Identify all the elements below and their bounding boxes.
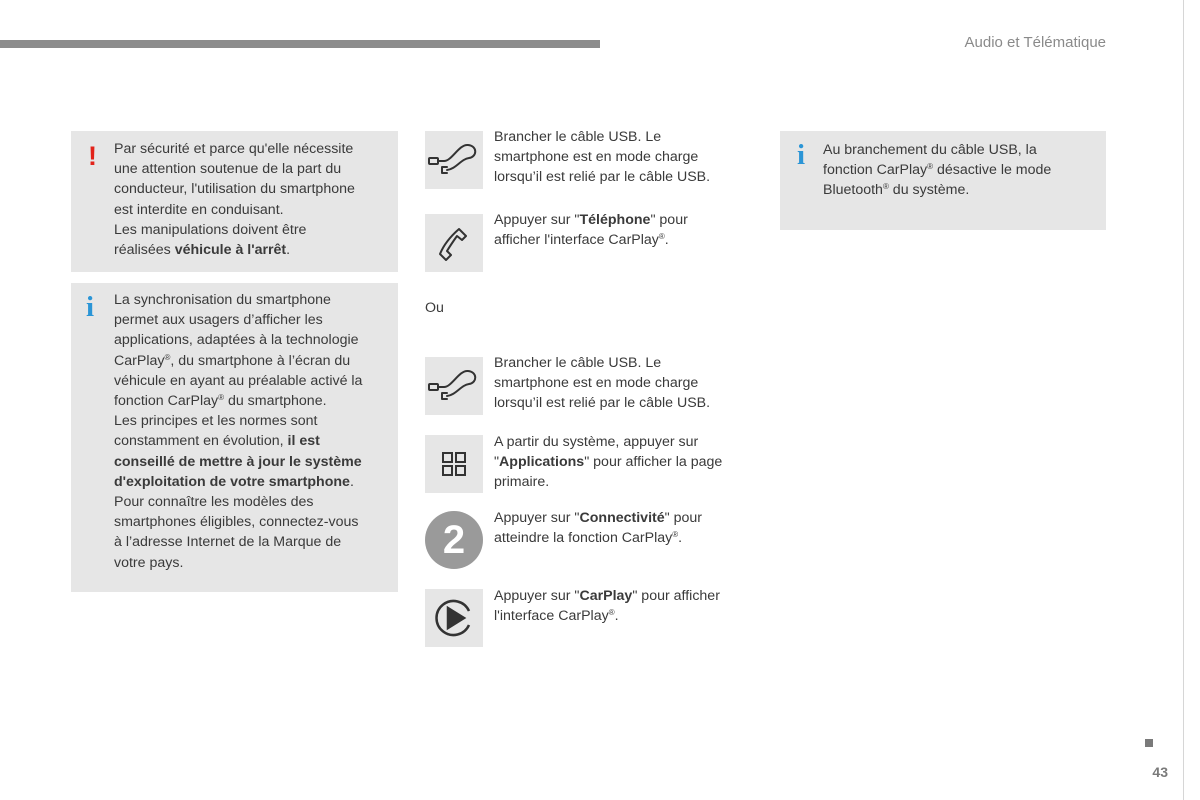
step-usb-text: Brancher le câble USB. Le smartphone est en mode charge lorsqu’il est relié par le câble USB. <box>494 129 711 186</box>
header-bar <box>0 40 600 48</box>
info-icon: i <box>797 139 806 171</box>
info-text-bluetooth: Au branchement du câble USB, la fonction CarPlay® désactive le mode Bluetooth® du système. <box>823 142 1052 199</box>
warning-icon: ! <box>88 141 97 171</box>
page-number: 43 <box>1152 764 1168 780</box>
info-icon: i <box>86 291 95 323</box>
phone-icon <box>425 214 483 272</box>
step-connectivite-text: Appuyer sur "Connectivité" pour atteindre la fonction CarPlay®. <box>494 510 702 547</box>
warning-box <box>71 131 398 272</box>
apps-grid-icon <box>425 435 483 493</box>
info-box-bluetooth <box>780 131 1106 230</box>
usb-cable-icon <box>425 357 483 415</box>
usb-cable-icon <box>425 131 483 189</box>
or-separator: Ou <box>425 300 444 316</box>
warning-text: Par sécurité et parce qu'elle nécessite une attention soutenue de la part du conducteur, l'utilisation du smartphone est interdite en conduisant. Les manipulations doivent être réalisées véhicule à l'arrêt. <box>114 141 355 259</box>
info-text-synchronisation: La synchronisation du smartphone permet aux usagers d’afficher les applications, adaptées à la technologie CarPlay®, du smartphone à l’écran du véhicule en ayant au préalable activé la fonction CarPlay® du smartphone. Les principes et les normes sont constamment en évolution, il est conseillé de mettre à jour le système d'exploitation de votre smartphone. Pour connaître les modèles des smartphones éligibles, connectez-vous à l’adresse Internet de la Marque de votre pays. <box>114 292 363 571</box>
end-of-section-marker <box>1145 739 1153 747</box>
section-title: Audio et Télématique <box>964 34 1106 51</box>
step-carplay-text: Appuyer sur "CarPlay" pour afficher l'interface CarPlay®. <box>494 588 720 625</box>
page-edge-rule <box>1183 0 1184 800</box>
step-number-badge: 2 <box>425 511 483 569</box>
carplay-play-icon <box>425 589 483 647</box>
step-telephone-text: Appuyer sur "Téléphone" pour afficher l'interface CarPlay®. <box>494 212 688 249</box>
step-applications-text: A partir du système, appuyer sur "Applications" pour afficher la page primaire. <box>494 434 723 491</box>
info-box-synchronisation <box>71 283 398 592</box>
step-usb-text: Brancher le câble USB. Le smartphone est en mode charge lorsqu’il est relié par le câble USB. <box>494 355 711 412</box>
